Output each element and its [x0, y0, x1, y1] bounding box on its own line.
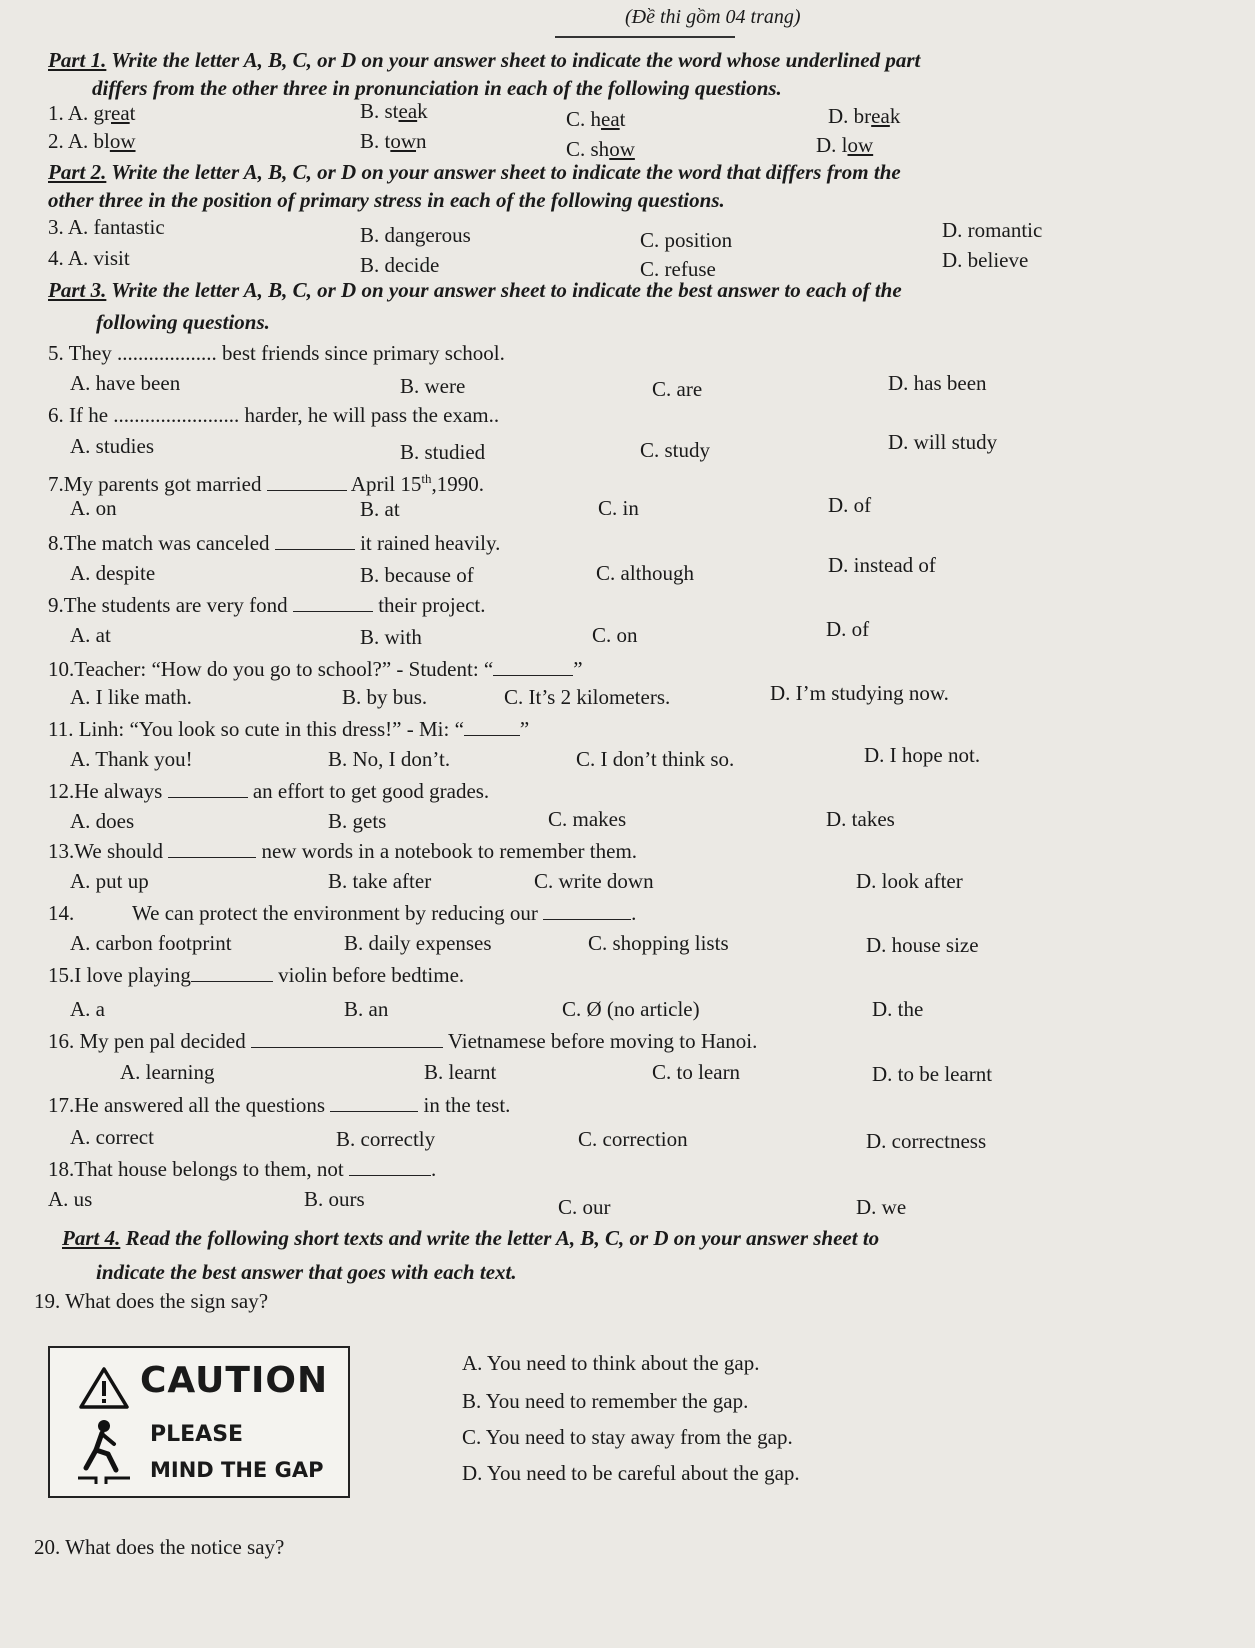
- q1-option-a-end: t: [129, 101, 136, 125]
- q10-option-c: C. It’s 2 kilometers.: [504, 685, 671, 709]
- q1-option-a: A. gr: [67, 101, 112, 125]
- q13-option-a: A. put up: [70, 869, 149, 893]
- q18-option-d: D. we: [856, 1195, 907, 1219]
- q4-stem: 4. A. visit: [48, 246, 130, 270]
- q6-option-c: C. study: [640, 438, 711, 462]
- q7-stem-start: 7.My parents got married: [48, 472, 267, 496]
- q19-option-c: C. You need to stay away from the gap.: [462, 1425, 793, 1449]
- q17-blank: [330, 1111, 418, 1112]
- q1-option-d: [828, 103, 900, 129]
- q2-option-d: [816, 132, 873, 158]
- q2-d-underlined: ow: [847, 133, 874, 157]
- part-3-text-1: Write the letter A, B, C, or D on your answer sheet to indicate the best answer to each of the: [106, 278, 902, 302]
- q11-option-d: D. I hope not.: [864, 743, 981, 767]
- q4-option-c: C. refuse: [640, 257, 716, 281]
- q13-stem: [48, 838, 637, 864]
- q17-stem-end: in the test.: [418, 1093, 511, 1117]
- q3-option-b: B. dangerous: [360, 223, 471, 247]
- q4-option-d: D. believe: [942, 248, 1029, 272]
- warning-triangle-icon: [78, 1366, 130, 1410]
- q12-option-b: B. gets: [328, 809, 387, 833]
- q8-stem: [48, 530, 500, 556]
- q15-option-a: A. a: [70, 997, 105, 1021]
- q13-option-d: D. look after: [856, 869, 963, 893]
- q16-blank: [251, 1047, 443, 1048]
- q13-option-b: B. take after: [328, 869, 432, 893]
- q15-option-b: B. an: [344, 997, 389, 1021]
- part-3-instruction: [48, 276, 902, 304]
- q5-option-a: A. have been: [70, 371, 181, 395]
- q18-stem-end: .: [430, 1157, 437, 1181]
- q1-d-underlined: ea: [871, 104, 890, 128]
- person-stepping-over-gap-icon: [74, 1418, 134, 1486]
- q17-option-c: C. correction: [578, 1127, 688, 1151]
- part-4-label: Part 4.: [62, 1226, 121, 1250]
- q16-stem: [48, 1028, 757, 1054]
- q14-option-c: C. shopping lists: [588, 931, 729, 955]
- header-divider: [555, 36, 735, 38]
- q1-b-underlined: ea: [398, 99, 418, 123]
- part-4-text-1: Read the following short texts and write the letter A, B, C, or D on your answer sheet to: [120, 1226, 880, 1250]
- caution-label: CAUTION: [140, 1360, 329, 1401]
- q14-stem-end: .: [631, 901, 637, 925]
- q13-blank: [168, 857, 256, 858]
- q5-option-c: C. are: [652, 377, 703, 401]
- q17-stem-start: 17.He answered all the questions: [48, 1093, 331, 1117]
- q19-option-a: A. You need to think about the gap.: [462, 1351, 760, 1375]
- q13-stem-end: new words in a notebook to remember them.: [256, 839, 638, 863]
- q8-option-c: C. although: [596, 561, 694, 585]
- q10-stem: [48, 656, 583, 682]
- q15-stem-start: 15.I love playing: [48, 963, 191, 987]
- q3-option-c: C. position: [640, 228, 733, 252]
- q3-option-d: D. romantic: [942, 218, 1043, 242]
- part-1-text-1: Write the letter A, B, C, or D on your answer sheet to indicate the word whose underlined part: [106, 48, 921, 72]
- q7-stem-end: ,1990.: [431, 472, 484, 496]
- q7-option-b: B. at: [360, 497, 400, 521]
- q2-option-a: A. bl: [67, 129, 110, 153]
- q12-stem: [48, 778, 489, 804]
- q12-option-d: D. takes: [826, 807, 895, 831]
- q14-option-b: B. daily expenses: [344, 931, 492, 955]
- page-count-header: (Đề thi gồm 04 trang): [625, 6, 801, 28]
- q18-option-a: A. us: [48, 1187, 93, 1211]
- q9-option-c: C. on: [592, 623, 638, 647]
- q2-option-b: [360, 128, 427, 154]
- q16-option-b: B. learnt: [424, 1060, 497, 1084]
- q2-row: [48, 128, 136, 154]
- q15-stem: [48, 962, 464, 988]
- q2-b-underlined: ow: [390, 129, 417, 153]
- q16-option-c: C. to learn: [652, 1060, 741, 1084]
- q5-option-d: D. has been: [888, 371, 987, 395]
- q14-option-a: A. carbon footprint: [70, 931, 232, 955]
- q7-stem: [48, 466, 484, 497]
- q7-superscript: th: [421, 471, 432, 486]
- q2-option-a-underlined: ow: [109, 129, 136, 153]
- q10-option-d: D. I’m studying now.: [770, 681, 949, 705]
- q17-stem: [48, 1092, 510, 1118]
- q7-blank: [267, 490, 347, 491]
- q10-stem-start: 10.Teacher: “How do you go to school?” - Student: “: [48, 657, 494, 681]
- q2-c-underlined: ow: [609, 137, 635, 161]
- q17-option-b: B. correctly: [336, 1127, 436, 1151]
- q2-number: 2.: [48, 129, 64, 153]
- q6-stem: 6. If he ........................ harder, he will pass the exam..: [48, 403, 500, 427]
- q15-option-c: C. Ø (no article): [562, 997, 700, 1021]
- q5-stem: 5. They ................... best friends since primary school.: [48, 341, 505, 365]
- q15-blank: [191, 981, 273, 982]
- q17-option-a: A. correct: [70, 1125, 154, 1149]
- part-1-label: Part 1.: [48, 48, 107, 72]
- part-2-text-2: other three in the position of primary stress in each of the following questions.: [48, 188, 725, 212]
- q11-blank: [464, 735, 520, 736]
- part-1-text-2: differs from the other three in pronunciation in each of the following questions.: [92, 76, 782, 100]
- q6-option-a: A. studies: [70, 434, 154, 458]
- q15-option-d: D. the: [872, 997, 924, 1021]
- q13-option-c: C. write down: [534, 869, 654, 893]
- q18-stem-start: 18.That house belongs to them, not: [48, 1157, 349, 1181]
- q15-stem-end: violin before bedtime.: [272, 963, 465, 987]
- q8-stem-start: 8.The match was canceled: [48, 531, 275, 555]
- q11-option-a: A. Thank you!: [70, 747, 193, 771]
- part-3-label: Part 3.: [48, 278, 107, 302]
- q1-row: [48, 100, 136, 126]
- q8-option-b: B. because of: [360, 563, 474, 587]
- q20-stem: 20. What does the notice say?: [34, 1535, 285, 1559]
- q1-b-end: k: [417, 99, 428, 123]
- q19-option-d: D. You need to be careful about the gap.: [462, 1461, 800, 1485]
- q1-option-b: [360, 98, 428, 124]
- q1-option-c: [566, 106, 626, 132]
- q14-stem-start: We can protect the environment by reducing our: [132, 901, 544, 925]
- caution-sign: [48, 1346, 350, 1498]
- q18-option-b: B. ours: [304, 1187, 365, 1211]
- q14-stem: [132, 900, 636, 926]
- q12-stem-end: an effort to get good grades.: [247, 779, 490, 803]
- part-1-instruction: [48, 46, 920, 74]
- please-label: PLEASE: [150, 1422, 244, 1447]
- q7-option-d: D. of: [828, 493, 872, 517]
- q1-option-a-underlined: ea: [111, 101, 130, 125]
- q4-option-b: B. decide: [360, 253, 440, 277]
- q3-stem: 3. A. fantastic: [48, 215, 165, 239]
- q2-c-start: C. sh: [566, 137, 610, 161]
- q6-option-b: B. studied: [400, 440, 486, 464]
- q18-stem: [48, 1156, 436, 1182]
- q2-d-start: D. l: [816, 133, 848, 157]
- q8-option-a: A. despite: [70, 561, 156, 585]
- q17-option-d: D. correctness: [866, 1129, 987, 1153]
- q10-option-a: A. I like math.: [70, 685, 192, 709]
- q12-stem-start: 12.He always: [48, 779, 168, 803]
- q14-number: 14.: [48, 901, 75, 925]
- q11-option-c: C. I don’t think so.: [576, 747, 735, 771]
- q9-stem-start: 9.The students are very fond: [48, 593, 293, 617]
- part-2-instruction: [48, 158, 901, 186]
- q7-stem-mid: April 15: [346, 472, 422, 496]
- q1-d-end: k: [889, 104, 901, 128]
- q19-stem: 19. What does the sign say?: [34, 1289, 269, 1313]
- q12-option-c: C. makes: [548, 807, 627, 831]
- q9-option-b: B. with: [360, 625, 422, 649]
- q10-blank: [493, 675, 573, 676]
- q11-stem-start: 11. Linh: “You look so cute in this dress!” - Mi: “: [48, 717, 464, 741]
- q13-stem-start: 13.We should: [48, 839, 169, 863]
- q19-option-b: B. You need to remember the gap.: [462, 1389, 749, 1413]
- q5-option-b: B. were: [400, 374, 466, 398]
- q7-option-a: A. on: [70, 496, 117, 520]
- part-2-text-1: Write the letter A, B, C, or D on your answer sheet to indicate the word that differs from the: [106, 160, 901, 184]
- q1-c-end: t: [619, 107, 626, 131]
- mind-the-gap-label: MIND THE GAP: [150, 1458, 324, 1482]
- q14-blank: [543, 919, 631, 920]
- q1-number: 1.: [48, 101, 64, 125]
- q18-blank: [349, 1175, 431, 1176]
- q9-blank: [293, 611, 373, 612]
- q11-stem-end: ”: [519, 717, 530, 741]
- q10-option-b: B. by bus.: [342, 685, 428, 709]
- q11-stem: [48, 716, 529, 742]
- q9-stem: [48, 592, 485, 618]
- q10-stem-end: ”: [573, 657, 583, 681]
- q7-option-c: C. in: [598, 496, 639, 520]
- q16-stem-start: 16. My pen pal decided: [48, 1029, 251, 1053]
- part-4-instruction: [62, 1224, 879, 1252]
- q11-option-b: B. No, I don’t.: [328, 747, 451, 771]
- q16-option-a: A. learning: [120, 1060, 215, 1084]
- q9-option-a: A. at: [70, 623, 111, 647]
- q2-b-end: n: [416, 129, 427, 153]
- q6-option-d: D. will study: [888, 430, 998, 454]
- q12-option-a: A. does: [70, 809, 135, 833]
- q12-blank: [168, 797, 248, 798]
- q16-option-d: D. to be learnt: [872, 1062, 993, 1086]
- part-4-text-2: indicate the best answer that goes with each text.: [96, 1260, 517, 1284]
- q8-blank: [275, 549, 355, 550]
- q9-option-d: D. of: [826, 617, 870, 641]
- q1-b-start: B. st: [360, 99, 399, 123]
- q16-stem-end: Vietnamese before moving to Hanoi.: [442, 1029, 758, 1053]
- part-2-label: Part 2.: [48, 160, 107, 184]
- q1-c-start: C. h: [566, 107, 602, 131]
- q9-stem-end: their project.: [372, 593, 486, 617]
- q18-option-c: C. our: [558, 1195, 611, 1219]
- q14-option-d: D. house size: [866, 933, 979, 957]
- part-3-text-2: following questions.: [96, 310, 270, 334]
- q1-c-underlined: ea: [601, 107, 620, 131]
- q1-d-start: D. br: [828, 104, 872, 128]
- q8-option-d: D. instead of: [828, 553, 936, 577]
- q8-stem-end: it rained heavily.: [354, 531, 501, 555]
- q2-b-start: B. t: [360, 129, 391, 153]
